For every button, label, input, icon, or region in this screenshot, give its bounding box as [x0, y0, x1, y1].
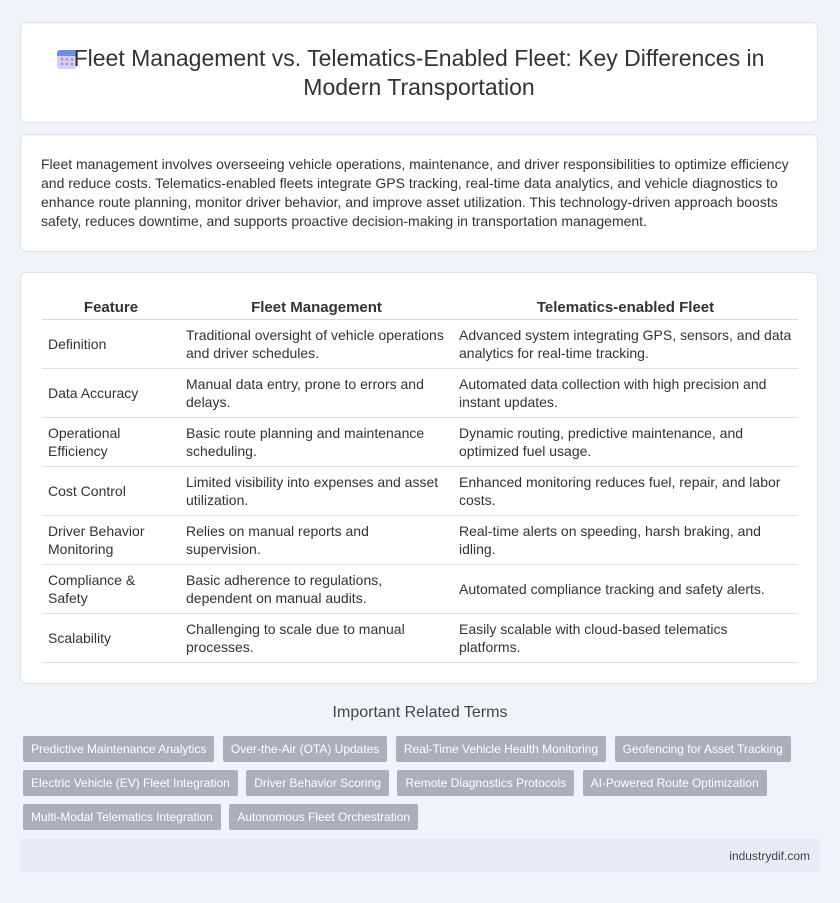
feature-cell: Definition [42, 320, 180, 369]
telematics-cell: Automated compliance tracking and safety alerts. [453, 565, 798, 614]
fleet-management-cell: Limited visibility into expenses and asset utilization. [180, 467, 453, 516]
related-term-tag[interactable]: Multi-Modal Telematics Integration [23, 804, 221, 830]
telematics-cell: Dynamic routing, predictive maintenance, and optimized fuel usage. [453, 418, 798, 467]
title-card [20, 22, 818, 123]
telematics-cell: Advanced system integrating GPS, sensors, and data analytics for real-time tracking. [453, 320, 798, 369]
feature-cell: Operational Efficiency [42, 418, 180, 467]
fleet-management-cell: Traditional oversight of vehicle operations and driver schedules. [180, 320, 453, 369]
related-term-tag[interactable]: Real-Time Vehicle Health Monitoring [396, 736, 606, 762]
telematics-cell: Easily scalable with cloud-based telematics platforms. [453, 614, 798, 663]
table-row [42, 467, 798, 516]
table-row [42, 369, 798, 418]
related-term-tag[interactable]: Electric Vehicle (EV) Fleet Integration [23, 770, 238, 796]
footer-bar [20, 839, 820, 872]
related-term-tag[interactable]: Remote Diagnostics Protocols [397, 770, 574, 796]
table-row [42, 418, 798, 467]
table-row [42, 516, 798, 565]
feature-cell: Compliance & Safety [42, 565, 180, 614]
fleet-management-cell: Basic adherence to regulations, dependent on manual audits. [180, 565, 453, 614]
related-term-tag[interactable]: Driver Behavior Scoring [246, 770, 389, 796]
comparison-table [42, 296, 798, 663]
feature-cell: Data Accuracy [42, 369, 180, 418]
page-title: Fleet Management vs. Telematics-Enabled Fleet: Key Differences in Modern Transportation [73, 45, 765, 100]
related-term-tag[interactable]: Over-the-Air (OTA) Updates [223, 736, 387, 762]
header-telematics-fleet: Telematics-enabled Fleet [453, 296, 798, 320]
table-row [42, 614, 798, 663]
fleet-management-cell: Challenging to scale due to manual processes. [180, 614, 453, 663]
comparison-table-card [20, 272, 818, 684]
header-fleet-management: Fleet Management [180, 296, 453, 320]
intro-paragraph: Fleet management involves overseeing vehicle operations, maintenance, and driver responsibilities to optimize efficiency and reduce costs. Telematics-enabled fleets integrate GPS tracking, real-time data analytics, and vehicle diagnostics to enhance route planning, monitor driver behavior, and improve asset utilization. This technology-driven approach boosts safety, reduces downtime, and supports proactive decision-making in transportation management. [41, 156, 789, 229]
header-feature: Feature [42, 296, 180, 320]
telematics-cell: Automated data collection with high precision and instant updates. [453, 369, 798, 418]
table-header-row [42, 296, 798, 320]
feature-cell: Cost Control [42, 467, 180, 516]
related-term-tag[interactable]: AI-Powered Route Optimization [583, 770, 767, 796]
related-term-tag[interactable]: Geofencing for Asset Tracking [615, 736, 791, 762]
fleet-management-cell: Basic route planning and maintenance scheduling. [180, 418, 453, 467]
fleet-management-cell: Relies on manual reports and supervision. [180, 516, 453, 565]
footer-site-link[interactable]: industrydif.com [729, 849, 810, 863]
telematics-cell: Enhanced monitoring reduces fuel, repair, and labor costs. [453, 467, 798, 516]
related-terms-title: Important Related Terms [332, 704, 508, 721]
table-row [42, 565, 798, 614]
feature-cell: Driver Behavior Monitoring [42, 516, 180, 565]
related-terms-list [23, 736, 803, 838]
fleet-management-cell: Manual data entry, prone to errors and delays. [180, 369, 453, 418]
related-term-tag[interactable]: Autonomous Fleet Orchestration [229, 804, 418, 830]
table-row [42, 320, 798, 369]
telematics-cell: Real-time alerts on speeding, harsh braking, and idling. [453, 516, 798, 565]
feature-cell: Scalability [42, 614, 180, 663]
intro-card [20, 134, 818, 252]
related-term-tag[interactable]: Predictive Maintenance Analytics [23, 736, 214, 762]
